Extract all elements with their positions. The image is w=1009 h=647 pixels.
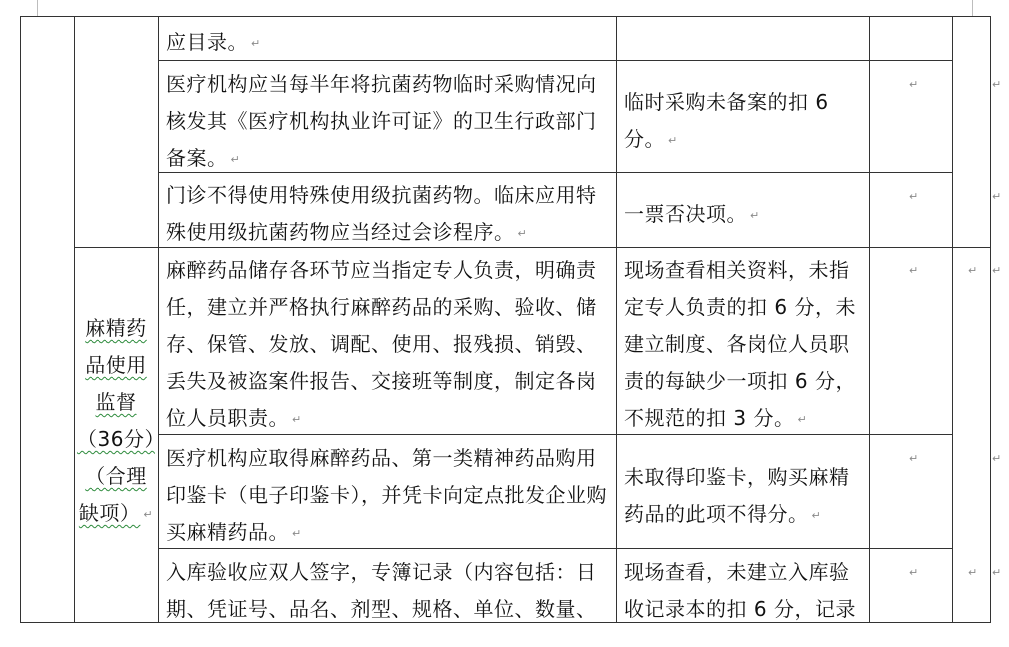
paragraph-mark: ↵: [909, 452, 919, 465]
page-margin-mark: [972, 0, 973, 17]
scoring-cell: 现场查看相关资料，未指定专人负责的扣 6 分，未建立制度、各岗位人员职责的每缺少一项扣 6 分，不规范的扣 3 分。 ↵: [624, 258, 856, 430]
paragraph-mark: ↵: [968, 264, 978, 277]
category-cell: 麻精药品使用监督（36分）（合理缺项） ↵: [77, 316, 155, 525]
criteria-cell: 门诊不得使用特殊使用级抗菌药物。临床应用特殊使用级抗菌药物应当经过会诊程序。 ↵: [166, 183, 597, 244]
criteria-cell: 入库验收应双人签字，专簿记录（内容包括：日期、凭证号、品名、剂型、规格、单位、数量、: [166, 560, 597, 621]
paragraph-mark: ↵: [909, 264, 919, 277]
paragraph-mark: ↵: [909, 190, 919, 203]
paragraph-mark: ↵: [992, 78, 1002, 91]
paragraph-mark: ↵: [909, 78, 919, 91]
paragraph-mark: ↵: [968, 566, 978, 579]
criteria-cell: 医疗机构应当每半年将抗菌药物临时采购情况向核发其《医疗机构执业许可证》的卫生行政部门备案。 ↵: [166, 72, 597, 170]
scoring-cell: 一票否决项。 ↵: [624, 202, 760, 226]
criteria-cell: 麻醉药品储存各环节应当指定专人负责，明确责任，建立并严格执行麻醉药品的采购、验收、储存、保管、发放、调配、使用、报残损、销毁、丢失及被盗案件报告、交接班等制度，制定各岗位人员职责。 ↵: [166, 258, 597, 430]
criteria-cell: 医疗机构应取得麻醉药品、第一类精神药品购用印鉴卡（电子印鉴卡），并凭卡向定点批发企业购买麻精药品。 ↵: [166, 446, 607, 544]
scoring-cell: 未取得印鉴卡，购买麻精药品的此项不得分。 ↵: [624, 465, 850, 526]
scoring-cell: 临时采购未备案的扣 6 分。 ↵: [624, 90, 829, 151]
paragraph-mark: ↵: [992, 452, 1002, 465]
criteria-cell: 应目录。 ↵: [166, 30, 261, 54]
page-margin-mark: [37, 0, 38, 17]
paragraph-mark: ↵: [992, 190, 1002, 203]
paragraph-mark: ↵: [992, 264, 1002, 277]
scoring-cell: 现场查看，未建立入库验收记录本的扣 6 分，记录: [624, 560, 856, 621]
paragraph-mark: ↵: [992, 566, 1002, 579]
paragraph-mark: ↵: [909, 566, 919, 579]
